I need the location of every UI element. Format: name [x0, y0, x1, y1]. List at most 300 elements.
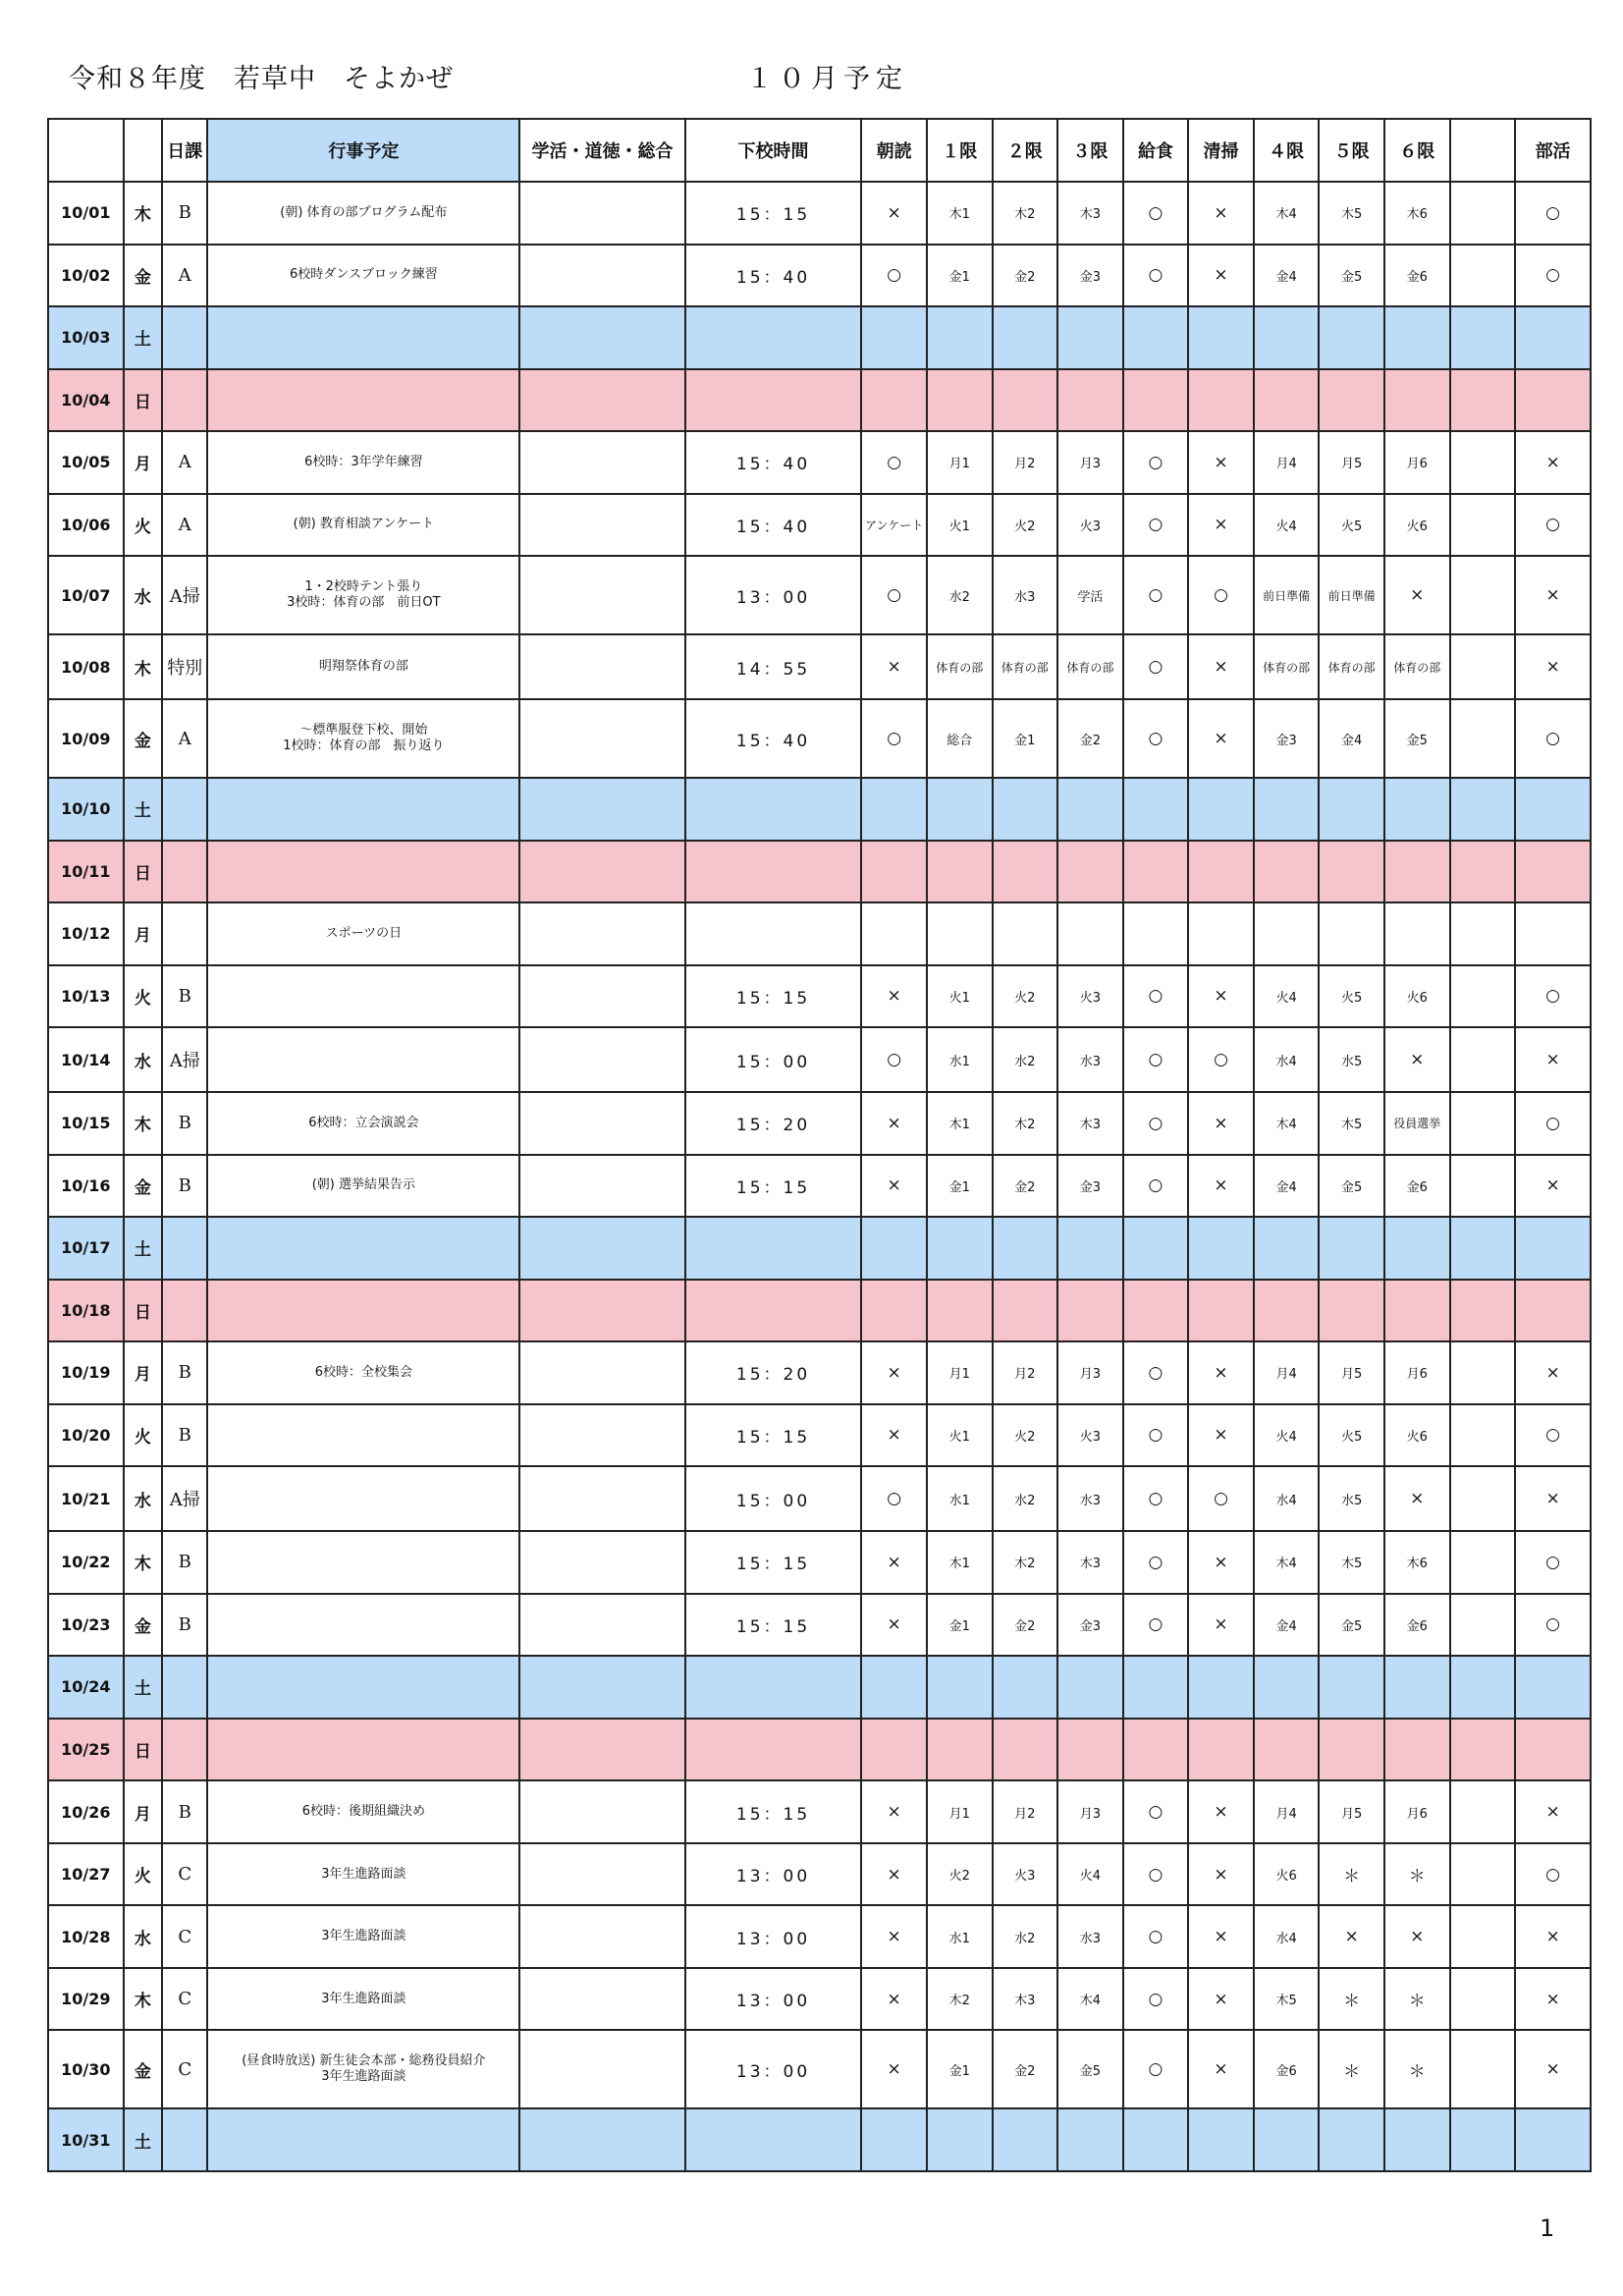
dismissal-time-cell: 13：00: [685, 1968, 862, 2031]
empty-cell: [993, 369, 1058, 432]
column-header-period5: ５限: [1319, 119, 1384, 182]
activity-cell: [519, 1092, 685, 1155]
blank-cell: [1450, 1531, 1516, 1594]
empty-cell: [927, 1719, 993, 1781]
period-6-cell: 月6: [1384, 1341, 1450, 1404]
cleaning-cell: ×: [1188, 1905, 1254, 1968]
cleaning-cell: ×: [1188, 1780, 1254, 1843]
club-cell: ×: [1515, 1466, 1591, 1531]
empty-cell: [1254, 1719, 1320, 1781]
column-header-period4: ４限: [1254, 119, 1320, 182]
lunch-cell: ○: [1123, 1341, 1189, 1404]
empty-cell: [1319, 841, 1384, 903]
column-header: [1450, 119, 1516, 182]
empty-cell: [927, 1217, 993, 1280]
cleaning-cell: ×: [1188, 1594, 1254, 1657]
morning-reading-cell: ○: [861, 1466, 927, 1531]
table-row: [48, 431, 1591, 494]
activity-cell: [519, 699, 685, 778]
morning-reading-cell: ○: [861, 1027, 927, 1092]
cleaning-cell: [1188, 902, 1254, 965]
period-6-cell: ＊: [1384, 1968, 1450, 2031]
period-3-cell: 金5: [1057, 2030, 1123, 2108]
empty-cell: [927, 369, 993, 432]
period-6-cell: 体育の部: [1384, 634, 1450, 699]
club-cell: ×: [1515, 1155, 1591, 1218]
lunch-cell: ○: [1123, 1968, 1189, 2031]
empty-cell: [1515, 841, 1591, 903]
period-5-cell: 前日準備: [1319, 556, 1384, 634]
morning-reading-cell: ○: [861, 245, 927, 307]
empty-cell: [861, 1719, 927, 1781]
period-3-cell: 水3: [1057, 1466, 1123, 1531]
dismissal-time-cell: 15：15: [685, 1531, 862, 1594]
period-1-cell: 木1: [927, 182, 993, 245]
schedule-type-cell: B: [162, 965, 207, 1028]
table-row: [48, 965, 1591, 1028]
empty-cell: [1188, 2108, 1254, 2171]
empty-cell: [1188, 778, 1254, 841]
activity-cell: [519, 1780, 685, 1843]
weekday-cell: 月: [124, 902, 162, 965]
schedule-type-cell: B: [162, 1404, 207, 1467]
date-cell: 10/30: [48, 2030, 124, 2108]
schedule-type-cell: [162, 902, 207, 965]
period-3-cell: 木3: [1057, 1092, 1123, 1155]
club-cell: ○: [1515, 699, 1591, 778]
period-2-cell: 木2: [993, 182, 1058, 245]
date-cell: 10/07: [48, 556, 124, 634]
weekday-cell: 水: [124, 1905, 162, 1968]
period-3-cell: 金3: [1057, 245, 1123, 307]
empty-cell: [927, 2108, 993, 2171]
morning-reading-cell: ×: [861, 634, 927, 699]
period-2-cell: 月2: [993, 431, 1058, 494]
lunch-cell: ○: [1123, 182, 1189, 245]
period-3-cell: 火3: [1057, 965, 1123, 1028]
empty-cell: [1254, 1656, 1320, 1719]
weekday-cell: 月: [124, 1780, 162, 1843]
period-4-cell: 木4: [1254, 182, 1320, 245]
document-title: 令和８年度 若草中 そよかぜ: [69, 64, 454, 94]
weekday-cell: 金: [124, 245, 162, 307]
morning-reading-cell: ○: [861, 431, 927, 494]
page-number: 1: [1540, 2214, 1555, 2242]
date-cell: 10/13: [48, 965, 124, 1028]
date-cell: 10/27: [48, 1843, 124, 1906]
date-cell: 10/28: [48, 1905, 124, 1968]
empty-cell: [1188, 1656, 1254, 1719]
empty-cell: [1384, 2108, 1450, 2171]
period-1-cell: 金1: [927, 245, 993, 307]
table-row: [48, 1341, 1591, 1404]
club-cell: ○: [1515, 965, 1591, 1028]
weekday-cell: 日: [124, 1280, 162, 1342]
table-row: [48, 1404, 1591, 1467]
blank-cell: [1450, 245, 1516, 307]
period-1-cell: 水1: [927, 1466, 993, 1531]
blank-cell: [1450, 431, 1516, 494]
period-4-cell: 火4: [1254, 1404, 1320, 1467]
activity-cell: [519, 182, 685, 245]
table-row: [48, 841, 1591, 903]
date-cell: 10/19: [48, 1341, 124, 1404]
empty-cell: [1384, 369, 1450, 432]
empty-cell: [993, 306, 1058, 369]
period-5-cell: 金4: [1319, 699, 1384, 778]
event-cell: [207, 1404, 519, 1467]
table-row: [48, 1719, 1591, 1781]
event-cell: 6校時：立会演説会: [207, 1092, 519, 1155]
date-cell: 10/17: [48, 1217, 124, 1280]
period-1-cell: 水1: [927, 1905, 993, 1968]
period-2-cell: 金1: [993, 699, 1058, 778]
empty-cell: [861, 778, 927, 841]
empty-cell: [207, 1280, 519, 1342]
empty-cell: [1123, 1217, 1189, 1280]
schedule-type-cell: A: [162, 699, 207, 778]
club-cell: ○: [1515, 245, 1591, 307]
schedule-type-cell: A: [162, 245, 207, 307]
club-cell: [1515, 902, 1591, 965]
period-3-cell: 木4: [1057, 1968, 1123, 2031]
activity-cell: [519, 1404, 685, 1467]
table-row: [48, 2108, 1591, 2171]
event-cell: [207, 1594, 519, 1657]
club-cell: ○: [1515, 1531, 1591, 1594]
period-4-cell: 金4: [1254, 1594, 1320, 1657]
activity-cell: [519, 1155, 685, 1218]
period-1-cell: [927, 902, 993, 965]
empty-cell: [1254, 2108, 1320, 2171]
date-cell: 10/31: [48, 2108, 124, 2171]
period-6-cell: ＊: [1384, 2030, 1450, 2108]
dismissal-time-cell: 13：00: [685, 1905, 862, 1968]
date-cell: 10/25: [48, 1719, 124, 1781]
blank-cell: [1450, 1843, 1516, 1906]
weekday-cell: 水: [124, 1466, 162, 1531]
empty-cell: [1188, 1217, 1254, 1280]
empty-cell: [1515, 306, 1591, 369]
weekday-cell: 水: [124, 1027, 162, 1092]
empty-cell: [1057, 1217, 1123, 1280]
period-3-cell: 体育の部: [1057, 634, 1123, 699]
period-5-cell: 水5: [1319, 1466, 1384, 1531]
blank-cell: [1450, 1027, 1516, 1092]
schedule-type-cell: B: [162, 1155, 207, 1218]
blank-cell: [1450, 1594, 1516, 1657]
empty-cell: [1123, 841, 1189, 903]
club-cell: ×: [1515, 556, 1591, 634]
blank-cell: [1450, 2030, 1516, 2108]
activity-cell: [519, 2030, 685, 2108]
lunch-cell: ○: [1123, 494, 1189, 557]
weekday-cell: 水: [124, 556, 162, 634]
club-cell: ×: [1515, 634, 1591, 699]
empty-cell: [1057, 306, 1123, 369]
blank-cell: [1450, 699, 1516, 778]
date-cell: 10/15: [48, 1092, 124, 1155]
empty-cell: [927, 1656, 993, 1719]
date-cell: 10/20: [48, 1404, 124, 1467]
date-cell: 10/08: [48, 634, 124, 699]
period-5-cell: 木5: [1319, 182, 1384, 245]
period-4-cell: 前日準備: [1254, 556, 1320, 634]
period-6-cell: ×: [1384, 1905, 1450, 1968]
cleaning-cell: ×: [1188, 182, 1254, 245]
period-4-cell: 金4: [1254, 1155, 1320, 1218]
club-cell: ×: [1515, 2030, 1591, 2108]
period-6-cell: ＊: [1384, 1843, 1450, 1906]
period-5-cell: ＊: [1319, 1968, 1384, 2031]
blank-cell: [1450, 1341, 1516, 1404]
empty-cell: [519, 306, 685, 369]
date-cell: 10/23: [48, 1594, 124, 1657]
period-2-cell: 体育の部: [993, 634, 1058, 699]
empty-cell: [519, 1280, 685, 1342]
period-4-cell: 木4: [1254, 1531, 1320, 1594]
empty-cell: [162, 369, 207, 432]
morning-reading-cell: アンケート: [861, 494, 927, 557]
cleaning-cell: ×: [1188, 1341, 1254, 1404]
table-row: [48, 494, 1591, 557]
date-cell: 10/01: [48, 182, 124, 245]
morning-reading-cell: ×: [861, 2030, 927, 2108]
club-cell: ×: [1515, 1905, 1591, 1968]
dismissal-time-cell: 15：00: [685, 1466, 862, 1531]
period-5-cell: 月5: [1319, 1341, 1384, 1404]
activity-cell: [519, 431, 685, 494]
schedule-type-cell: C: [162, 1968, 207, 2031]
period-5-cell: 火5: [1319, 965, 1384, 1028]
date-cell: 10/03: [48, 306, 124, 369]
period-2-cell: 金2: [993, 245, 1058, 307]
club-cell: ○: [1515, 1594, 1591, 1657]
date-cell: 10/11: [48, 841, 124, 903]
lunch-cell: ○: [1123, 965, 1189, 1028]
empty-cell: [1254, 369, 1320, 432]
empty-cell: [1123, 1719, 1189, 1781]
club-cell: ×: [1515, 1027, 1591, 1092]
period-4-cell: 月4: [1254, 1341, 1320, 1404]
activity-cell: [519, 1531, 685, 1594]
dismissal-time-cell: 15：15: [685, 965, 862, 1028]
empty-cell: [1515, 1719, 1591, 1781]
empty-cell: [861, 1217, 927, 1280]
empty-cell: [1450, 369, 1516, 432]
empty-cell: [685, 1656, 862, 1719]
empty-cell: [162, 778, 207, 841]
cleaning-cell: ×: [1188, 1968, 1254, 2031]
empty-cell: [519, 1217, 685, 1280]
period-2-cell: 火2: [993, 1404, 1058, 1467]
period-2-cell: [993, 902, 1058, 965]
dismissal-time-cell: [685, 902, 862, 965]
event-cell: 6校時：全校集会: [207, 1341, 519, 1404]
dismissal-time-cell: 15：40: [685, 245, 862, 307]
period-4-cell: 水4: [1254, 1466, 1320, 1531]
empty-cell: [1450, 306, 1516, 369]
period-3-cell: 水3: [1057, 1027, 1123, 1092]
period-6-cell: 金6: [1384, 1594, 1450, 1657]
club-cell: ○: [1515, 494, 1591, 557]
schedule-type-cell: A掃: [162, 1027, 207, 1092]
lunch-cell: ○: [1123, 1092, 1189, 1155]
blank-cell: [1450, 1092, 1516, 1155]
cleaning-cell: ×: [1188, 965, 1254, 1028]
empty-cell: [1057, 2108, 1123, 2171]
lunch-cell: ○: [1123, 556, 1189, 634]
empty-cell: [993, 2108, 1058, 2171]
table-row: [48, 1594, 1591, 1657]
dismissal-time-cell: 15：20: [685, 1092, 862, 1155]
period-1-cell: 月1: [927, 1780, 993, 1843]
period-4-cell: [1254, 902, 1320, 965]
period-3-cell: 月3: [1057, 1341, 1123, 1404]
empty-cell: [1123, 1280, 1189, 1342]
club-cell: ○: [1515, 1092, 1591, 1155]
period-1-cell: 金1: [927, 2030, 993, 2108]
period-3-cell: 火3: [1057, 1404, 1123, 1467]
empty-cell: [861, 1280, 927, 1342]
empty-cell: [1188, 306, 1254, 369]
month-title: １０月予定: [746, 64, 908, 94]
blank-cell: [1450, 1466, 1516, 1531]
period-6-cell: 火6: [1384, 1404, 1450, 1467]
period-5-cell: 金5: [1319, 245, 1384, 307]
dismissal-time-cell: 15：15: [685, 182, 862, 245]
dismissal-time-cell: 15：20: [685, 1341, 862, 1404]
morning-reading-cell: ×: [861, 965, 927, 1028]
column-header: [48, 119, 124, 182]
period-3-cell: 月3: [1057, 1780, 1123, 1843]
empty-cell: [993, 1719, 1058, 1781]
period-3-cell: 火4: [1057, 1843, 1123, 1906]
dismissal-time-cell: 15：40: [685, 494, 862, 557]
empty-cell: [861, 306, 927, 369]
cleaning-cell: ×: [1188, 1155, 1254, 1218]
lunch-cell: ○: [1123, 1905, 1189, 1968]
empty-cell: [519, 369, 685, 432]
morning-reading-cell: ○: [861, 699, 927, 778]
period-4-cell: 金6: [1254, 2030, 1320, 2108]
empty-cell: [1384, 841, 1450, 903]
column-header-period3: ３限: [1057, 119, 1123, 182]
period-1-cell: 体育の部: [927, 634, 993, 699]
date-cell: 10/02: [48, 245, 124, 307]
period-5-cell: 木5: [1319, 1092, 1384, 1155]
schedule-type-cell: B: [162, 1531, 207, 1594]
empty-cell: [1319, 778, 1384, 841]
cleaning-cell: ×: [1188, 1092, 1254, 1155]
empty-cell: [993, 1656, 1058, 1719]
date-cell: 10/24: [48, 1656, 124, 1719]
empty-cell: [1384, 1719, 1450, 1781]
empty-cell: [1450, 2108, 1516, 2171]
morning-reading-cell: ×: [861, 182, 927, 245]
column-header: [124, 119, 162, 182]
activity-cell: [519, 1843, 685, 1906]
blank-cell: [1450, 1155, 1516, 1218]
blank-cell: [1450, 494, 1516, 557]
lunch-cell: ○: [1123, 1780, 1189, 1843]
table-row: [48, 1466, 1591, 1531]
cleaning-cell: ×: [1188, 699, 1254, 778]
table-row: [48, 1968, 1591, 2031]
weekday-cell: 土: [124, 778, 162, 841]
period-2-cell: 火2: [993, 965, 1058, 1028]
column-header-club: 部活: [1515, 119, 1591, 182]
period-4-cell: 月4: [1254, 1780, 1320, 1843]
weekday-cell: 木: [124, 182, 162, 245]
weekday-cell: 火: [124, 494, 162, 557]
date-cell: 10/26: [48, 1780, 124, 1843]
period-4-cell: 火4: [1254, 965, 1320, 1028]
period-4-cell: 金3: [1254, 699, 1320, 778]
period-1-cell: 火1: [927, 494, 993, 557]
period-4-cell: 火6: [1254, 1843, 1320, 1906]
period-5-cell: [1319, 902, 1384, 965]
empty-cell: [207, 1719, 519, 1781]
empty-cell: [162, 1280, 207, 1342]
club-cell: ×: [1515, 431, 1591, 494]
dismissal-time-cell: 15：40: [685, 699, 862, 778]
cleaning-cell: ○: [1188, 556, 1254, 634]
period-2-cell: 水2: [993, 1466, 1058, 1531]
empty-cell: [861, 1656, 927, 1719]
morning-reading-cell: ×: [861, 1155, 927, 1218]
empty-cell: [685, 306, 862, 369]
event-cell: 6校時：後期組織決め: [207, 1780, 519, 1843]
event-cell: 3年生進路面談: [207, 1843, 519, 1906]
table-row: [48, 556, 1591, 634]
empty-cell: [927, 306, 993, 369]
lunch-cell: ○: [1123, 245, 1189, 307]
activity-cell: [519, 634, 685, 699]
period-6-cell: 木6: [1384, 182, 1450, 245]
period-1-cell: 火2: [927, 1843, 993, 1906]
table-row: [48, 245, 1591, 307]
lunch-cell: ○: [1123, 1466, 1189, 1531]
empty-cell: [1515, 369, 1591, 432]
activity-cell: [519, 1341, 685, 1404]
date-cell: 10/18: [48, 1280, 124, 1342]
table-row: [48, 699, 1591, 778]
empty-cell: [1057, 1719, 1123, 1781]
period-1-cell: 月1: [927, 431, 993, 494]
date-cell: 10/04: [48, 369, 124, 432]
period-1-cell: 総合: [927, 699, 993, 778]
table-row: [48, 1531, 1591, 1594]
dismissal-time-cell: 15：15: [685, 1404, 862, 1467]
date-cell: 10/14: [48, 1027, 124, 1092]
cleaning-cell: ×: [1188, 494, 1254, 557]
period-1-cell: 木1: [927, 1531, 993, 1594]
empty-cell: [519, 778, 685, 841]
period-2-cell: 金2: [993, 2030, 1058, 2108]
column-header-period6: ６限: [1384, 119, 1450, 182]
schedule-body: [48, 182, 1591, 2171]
dismissal-time-cell: 15：15: [685, 1155, 862, 1218]
weekday-cell: 日: [124, 369, 162, 432]
empty-cell: [1123, 2108, 1189, 2171]
morning-reading-cell: ○: [861, 556, 927, 634]
empty-cell: [1123, 778, 1189, 841]
cleaning-cell: ×: [1188, 1404, 1254, 1467]
empty-cell: [1319, 369, 1384, 432]
period-4-cell: 水4: [1254, 1905, 1320, 1968]
period-6-cell: 火6: [1384, 494, 1450, 557]
